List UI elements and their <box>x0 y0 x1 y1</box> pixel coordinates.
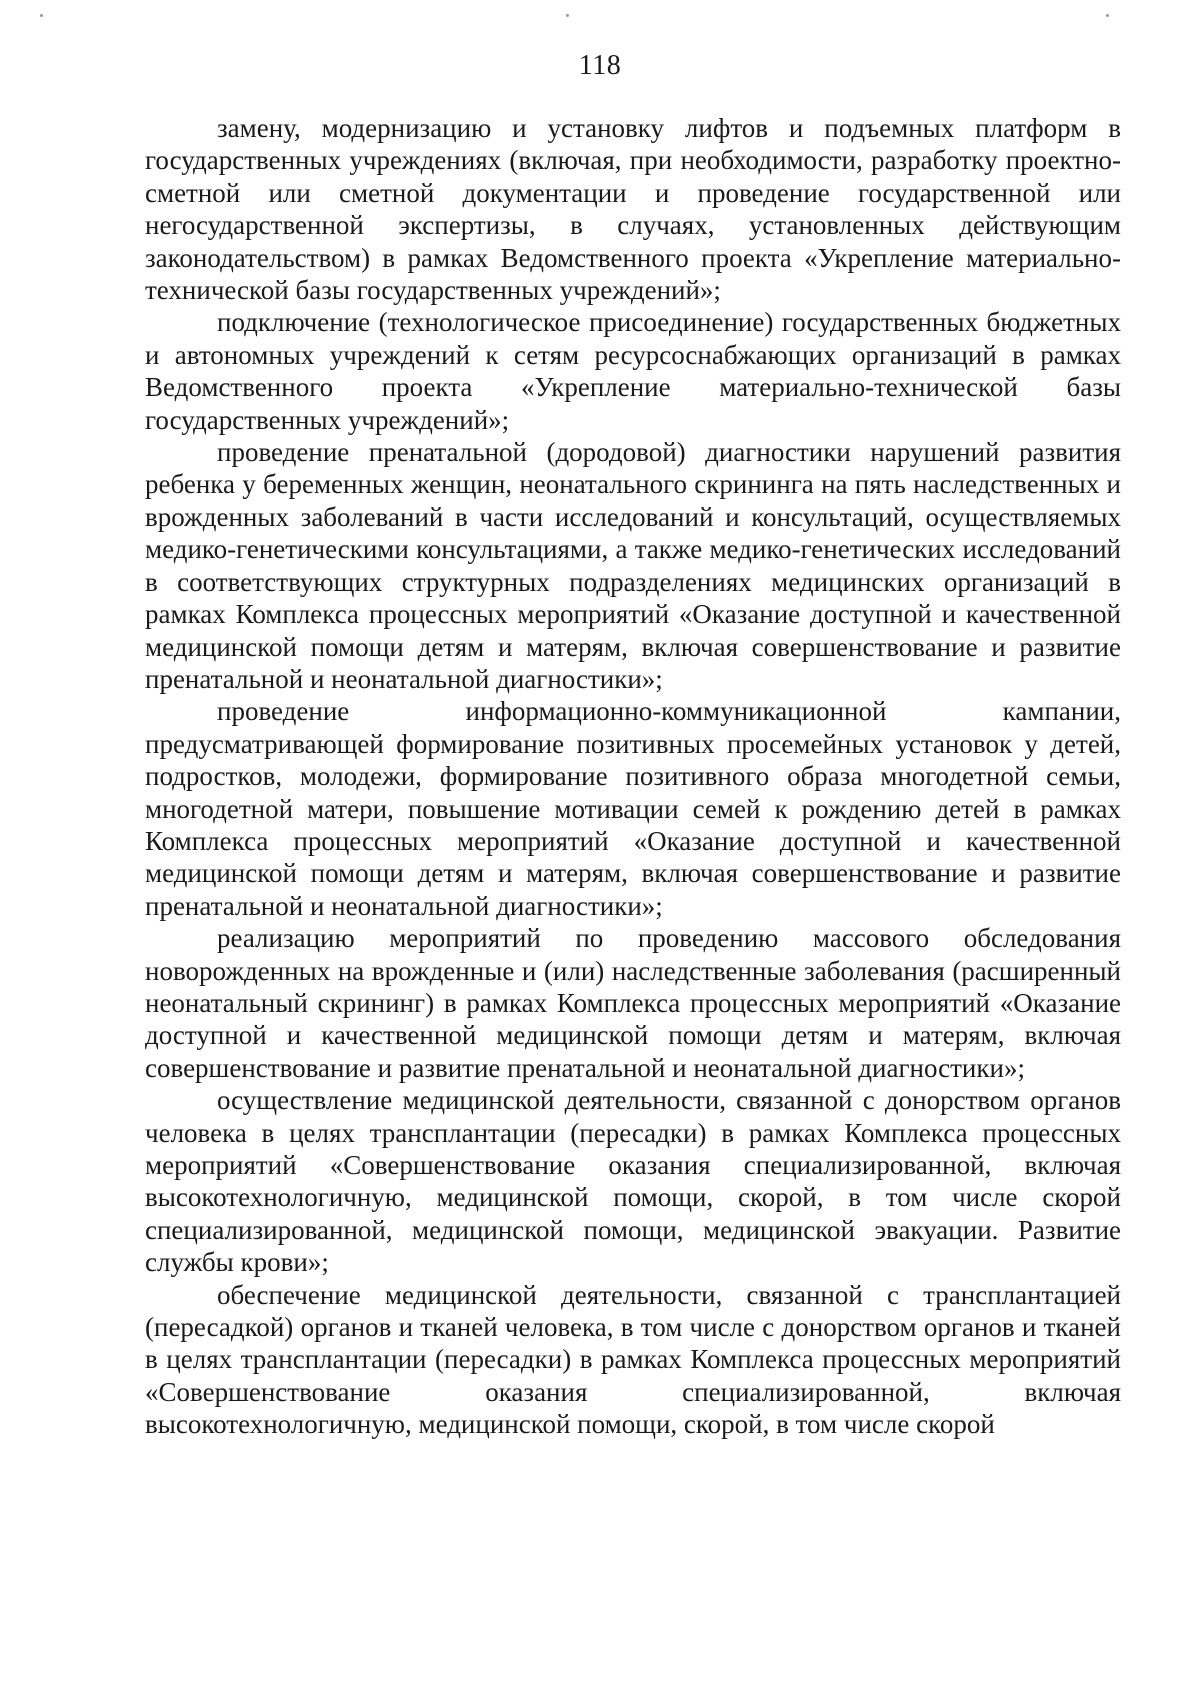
paragraph-transplantation: обеспечение медицинской деятельности, связанной с трансплантацией (пересадкой) органов и тканей человека, в том числе с донорством органов и тканей в целях трансплантации (пересадки) в рамках Комплекса процессных мероприятий «Совершенствование оказания специализированной, включая высокотехнологичную, медицинской помощи, скорой, в том числе скорой <box>145 1279 1121 1440</box>
scan-speck <box>1106 14 1109 17</box>
paragraph-information-campaign: проведение информационно-коммуникационной кампании, предусматривающей формирование позитивных просемейных установок у детей, подростков, молодежи, формирование позитивного образа многодетной семьи, многодетной матери, повышение мотивации семей к рождению детей в рамках Комплекса процессных мероприятий «Оказание доступной и качественной медицинской помощи детям и матерям, включая совершенствование и развитие пренатальной и неонатальной диагностики»; <box>145 696 1121 921</box>
document-body <box>145 112 1121 1441</box>
scan-speck <box>566 14 569 17</box>
scan-speck <box>40 14 43 17</box>
paragraph-prenatal-diagnostics: проведение пренатальной (дородовой) диагностики нарушений развития ребенка у беременных женщин, неонатального скрининга на пять наследственных и врожденных заболеваний в части исследований и консультаций, осуществляемых медико-генетическими консультациями, а также медико-генетических исследований в соответствующих структурных подразделениях медицинских организаций в рамках Комплекса процессных мероприятий «Оказание доступной и качественной медицинской помощи детям и матерям, включая совершенствование и развитие пренатальной и неонатальной диагностики»; <box>145 437 1121 694</box>
paragraph-newborn-screening: реализацию мероприятий по проведению массового обследования новорожденных на врожденные и (или) наследственные заболевания (расширенный неонатальный скрининг) в рамках Комплекса процессных мероприятий «Оказание доступной и качественной медицинской помощи детям и матерям, включая совершенствование и развитие пренатальной и неонатальной диагностики»; <box>145 923 1121 1083</box>
paragraph-lift-replacement: замену, модернизацию и установку лифтов и подъемных платформ в государственных учреждениях (включая, при необходимости, разработку проектно-сметной или сметной документации и проведение государственной или негосударственной экспертизы, в случаях, установленных действующим законодательством) в рамках Ведомственного проекта «Укрепление материально-технической базы государственных учреждений»; <box>145 113 1121 306</box>
paragraph-organ-donation: осуществление медицинской деятельности, связанной с донорством органов человека в целях трансплантации (пересадки) в рамках Комплекса процессных мероприятий «Совершенствование оказания специализированной, включая высокотехнологичную, медицинской помощи, скорой, в том числе скорой специализированной, медицинской помощи, медицинской эвакуации. Развитие службы крови»; <box>145 1085 1121 1278</box>
page-number: 118 <box>578 50 622 81</box>
paragraph-utility-connection: подключение (технологическое присоединение) государственных бюджетных и автономных учреждений к сетям ресурсоснабжающих организаций в рамках Ведомственного проекта «Укрепление материально-технической базы государственных учреждений»; <box>145 307 1121 435</box>
